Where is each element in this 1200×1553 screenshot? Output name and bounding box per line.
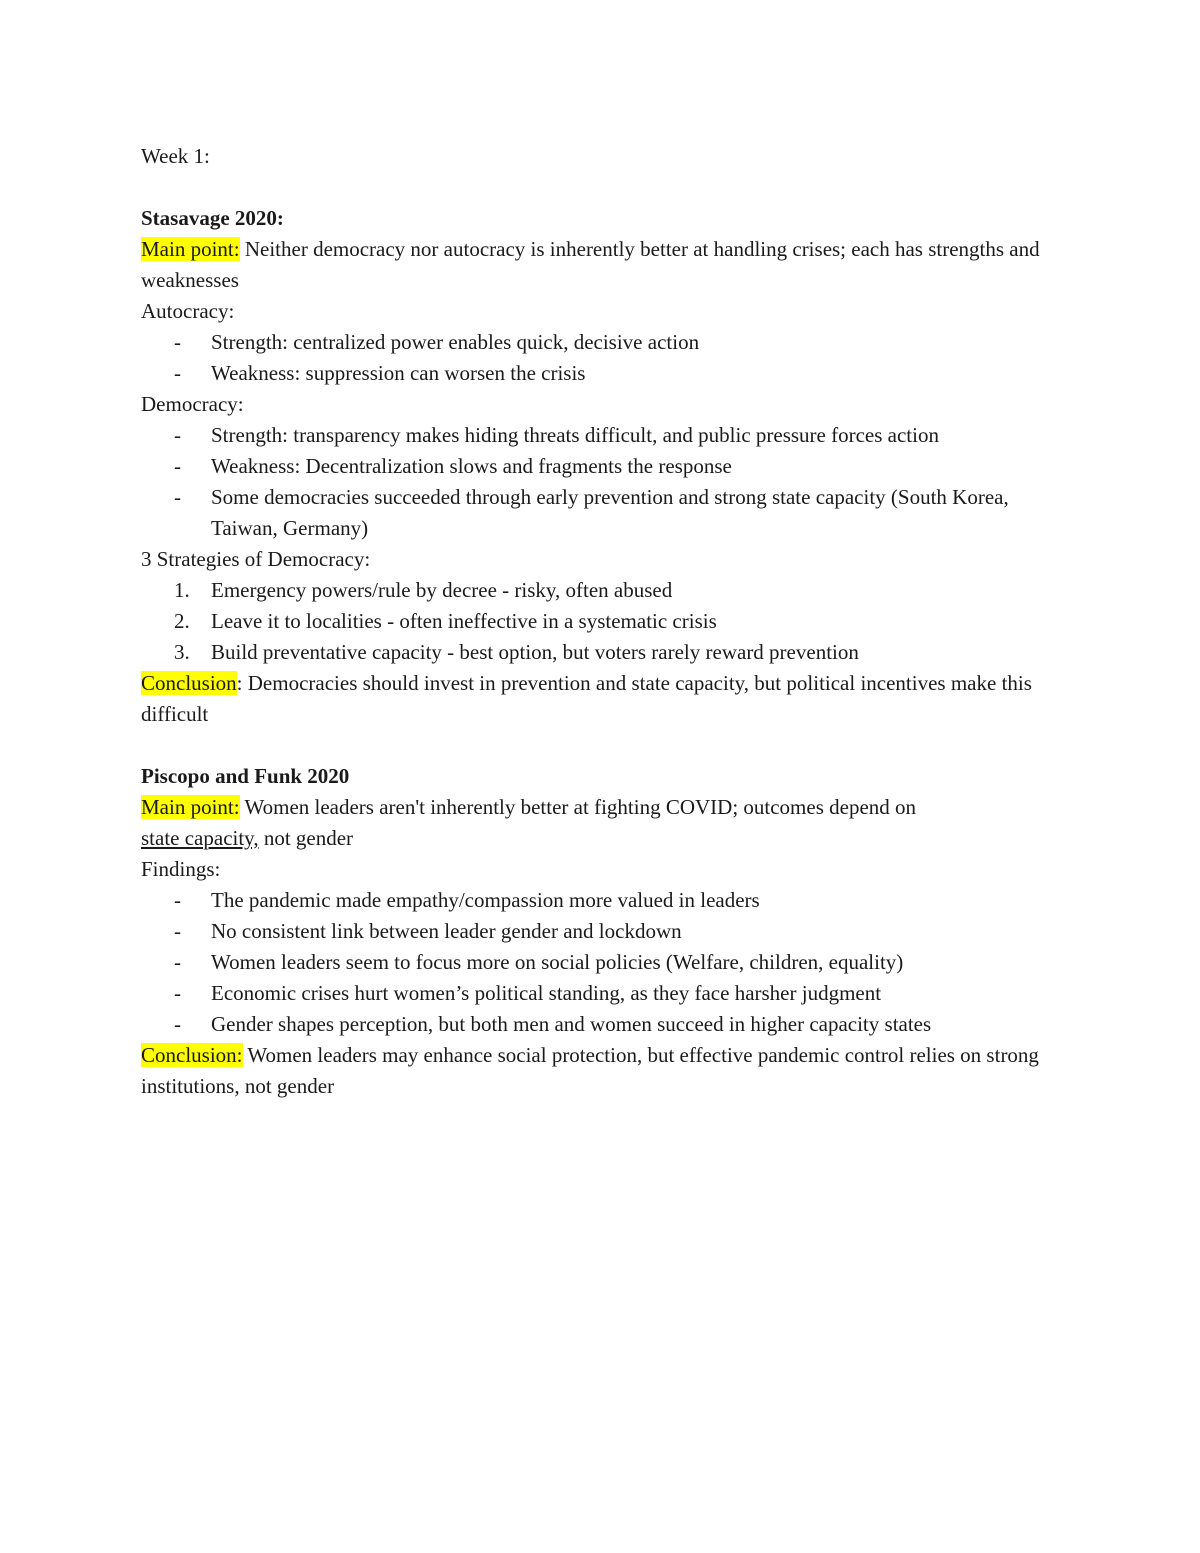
bullet-marker: - [174, 485, 181, 509]
main-point-text: Women leaders aren't inherently better at fighting COVID; outcomes depend on [239, 795, 917, 819]
list-item-text: Economic crises hurt women’s political standing, as they face harsher judgment [211, 981, 882, 1005]
list-item [141, 916, 1071, 947]
list-item-text: The pandemic made empathy/compassion more valued in leaders [211, 888, 760, 912]
spacer [141, 172, 1071, 203]
list-item [141, 1009, 1071, 1040]
list-item-text: Gender shapes perception, but both men and women succeed in higher capacity states [211, 1012, 932, 1036]
bullet-marker: - [174, 981, 181, 1005]
strategies-label: 3 Strategies of Democracy: [141, 547, 371, 571]
list-item [141, 637, 1071, 668]
list-item [141, 575, 1071, 606]
list-item-text: Build preventative capacity - best option, but voters rarely reward prevention [211, 640, 859, 664]
bullet-marker: - [174, 361, 181, 385]
findings-list [141, 885, 1071, 1040]
main-point-paragraph [141, 234, 1071, 296]
list-number: 1. [174, 578, 190, 602]
list-item-text: Women leaders seem to focus more on social policies (Welfare, children, equality) [211, 950, 904, 974]
list-item-text: No consistent link between leader gender and lockdown [211, 919, 682, 943]
bullet-marker: - [174, 919, 181, 943]
main-point-label: Main point: [141, 795, 240, 819]
list-item-text: Emergency powers/rule by decree - risky, often abused [211, 578, 673, 602]
section-title-piscopo: Piscopo and Funk 2020 [141, 764, 350, 788]
strategies-list [141, 575, 1071, 668]
list-item [141, 885, 1071, 916]
list-item [141, 358, 1071, 389]
conclusion-label: Conclusion: [141, 1043, 243, 1067]
bullet-marker: - [174, 330, 181, 354]
main-point-tail: not gender [258, 826, 354, 850]
main-point-paragraph [141, 792, 1071, 854]
list-item [141, 482, 1071, 544]
bullet-marker: - [174, 1012, 181, 1036]
findings-label: Findings: [141, 857, 221, 881]
document-page [141, 141, 1071, 1102]
list-item [141, 327, 1071, 358]
conclusion-paragraph [141, 668, 1071, 730]
main-point-text: Neither democracy nor autocracy is inherently better at handling crises; each has strengths and weaknesses [141, 237, 1040, 292]
list-item-text: Weakness: suppression can worsen the crisis [211, 361, 586, 385]
autocracy-list [141, 327, 1071, 389]
underlined-phrase: state capacity, [141, 826, 259, 850]
list-item [141, 420, 1071, 451]
bullet-marker: - [174, 950, 181, 974]
list-item-text: Some democracies succeeded through early prevention and strong state capacity (South Korea, Taiwan, Germany) [211, 485, 1009, 540]
conclusion-text: Women leaders may enhance social protection, but effective pandemic control relies on strong institutions, not gender [141, 1043, 1039, 1098]
section-title-stasavage: Stasavage 2020: [141, 206, 284, 230]
list-item-text: Strength: centralized power enables quick, decisive action [211, 330, 700, 354]
main-point-label: Main point: [141, 237, 240, 261]
democracy-list [141, 420, 1071, 544]
conclusion-paragraph [141, 1040, 1071, 1102]
week-heading: Week 1: [141, 144, 210, 168]
list-item [141, 451, 1071, 482]
list-number: 2. [174, 609, 190, 633]
bullet-marker: - [174, 423, 181, 447]
bullet-marker: - [174, 888, 181, 912]
conclusion-label: Conclusion [141, 671, 237, 695]
list-item [141, 947, 1071, 978]
list-item [141, 606, 1071, 637]
conclusion-text: : Democracies should invest in prevention and state capacity, but political incentives make this difficult [141, 671, 1032, 726]
spacer [141, 730, 1071, 761]
bullet-marker: - [174, 454, 181, 478]
list-item-text: Leave it to localities - often ineffective in a systematic crisis [211, 609, 717, 633]
autocracy-label: Autocracy: [141, 299, 235, 323]
list-item-text: Strength: transparency makes hiding threats difficult, and public pressure forces action [211, 423, 939, 447]
list-item-text: Weakness: Decentralization slows and fragments the response [211, 454, 732, 478]
list-item [141, 978, 1071, 1009]
democracy-label: Democracy: [141, 392, 244, 416]
list-number: 3. [174, 640, 190, 664]
